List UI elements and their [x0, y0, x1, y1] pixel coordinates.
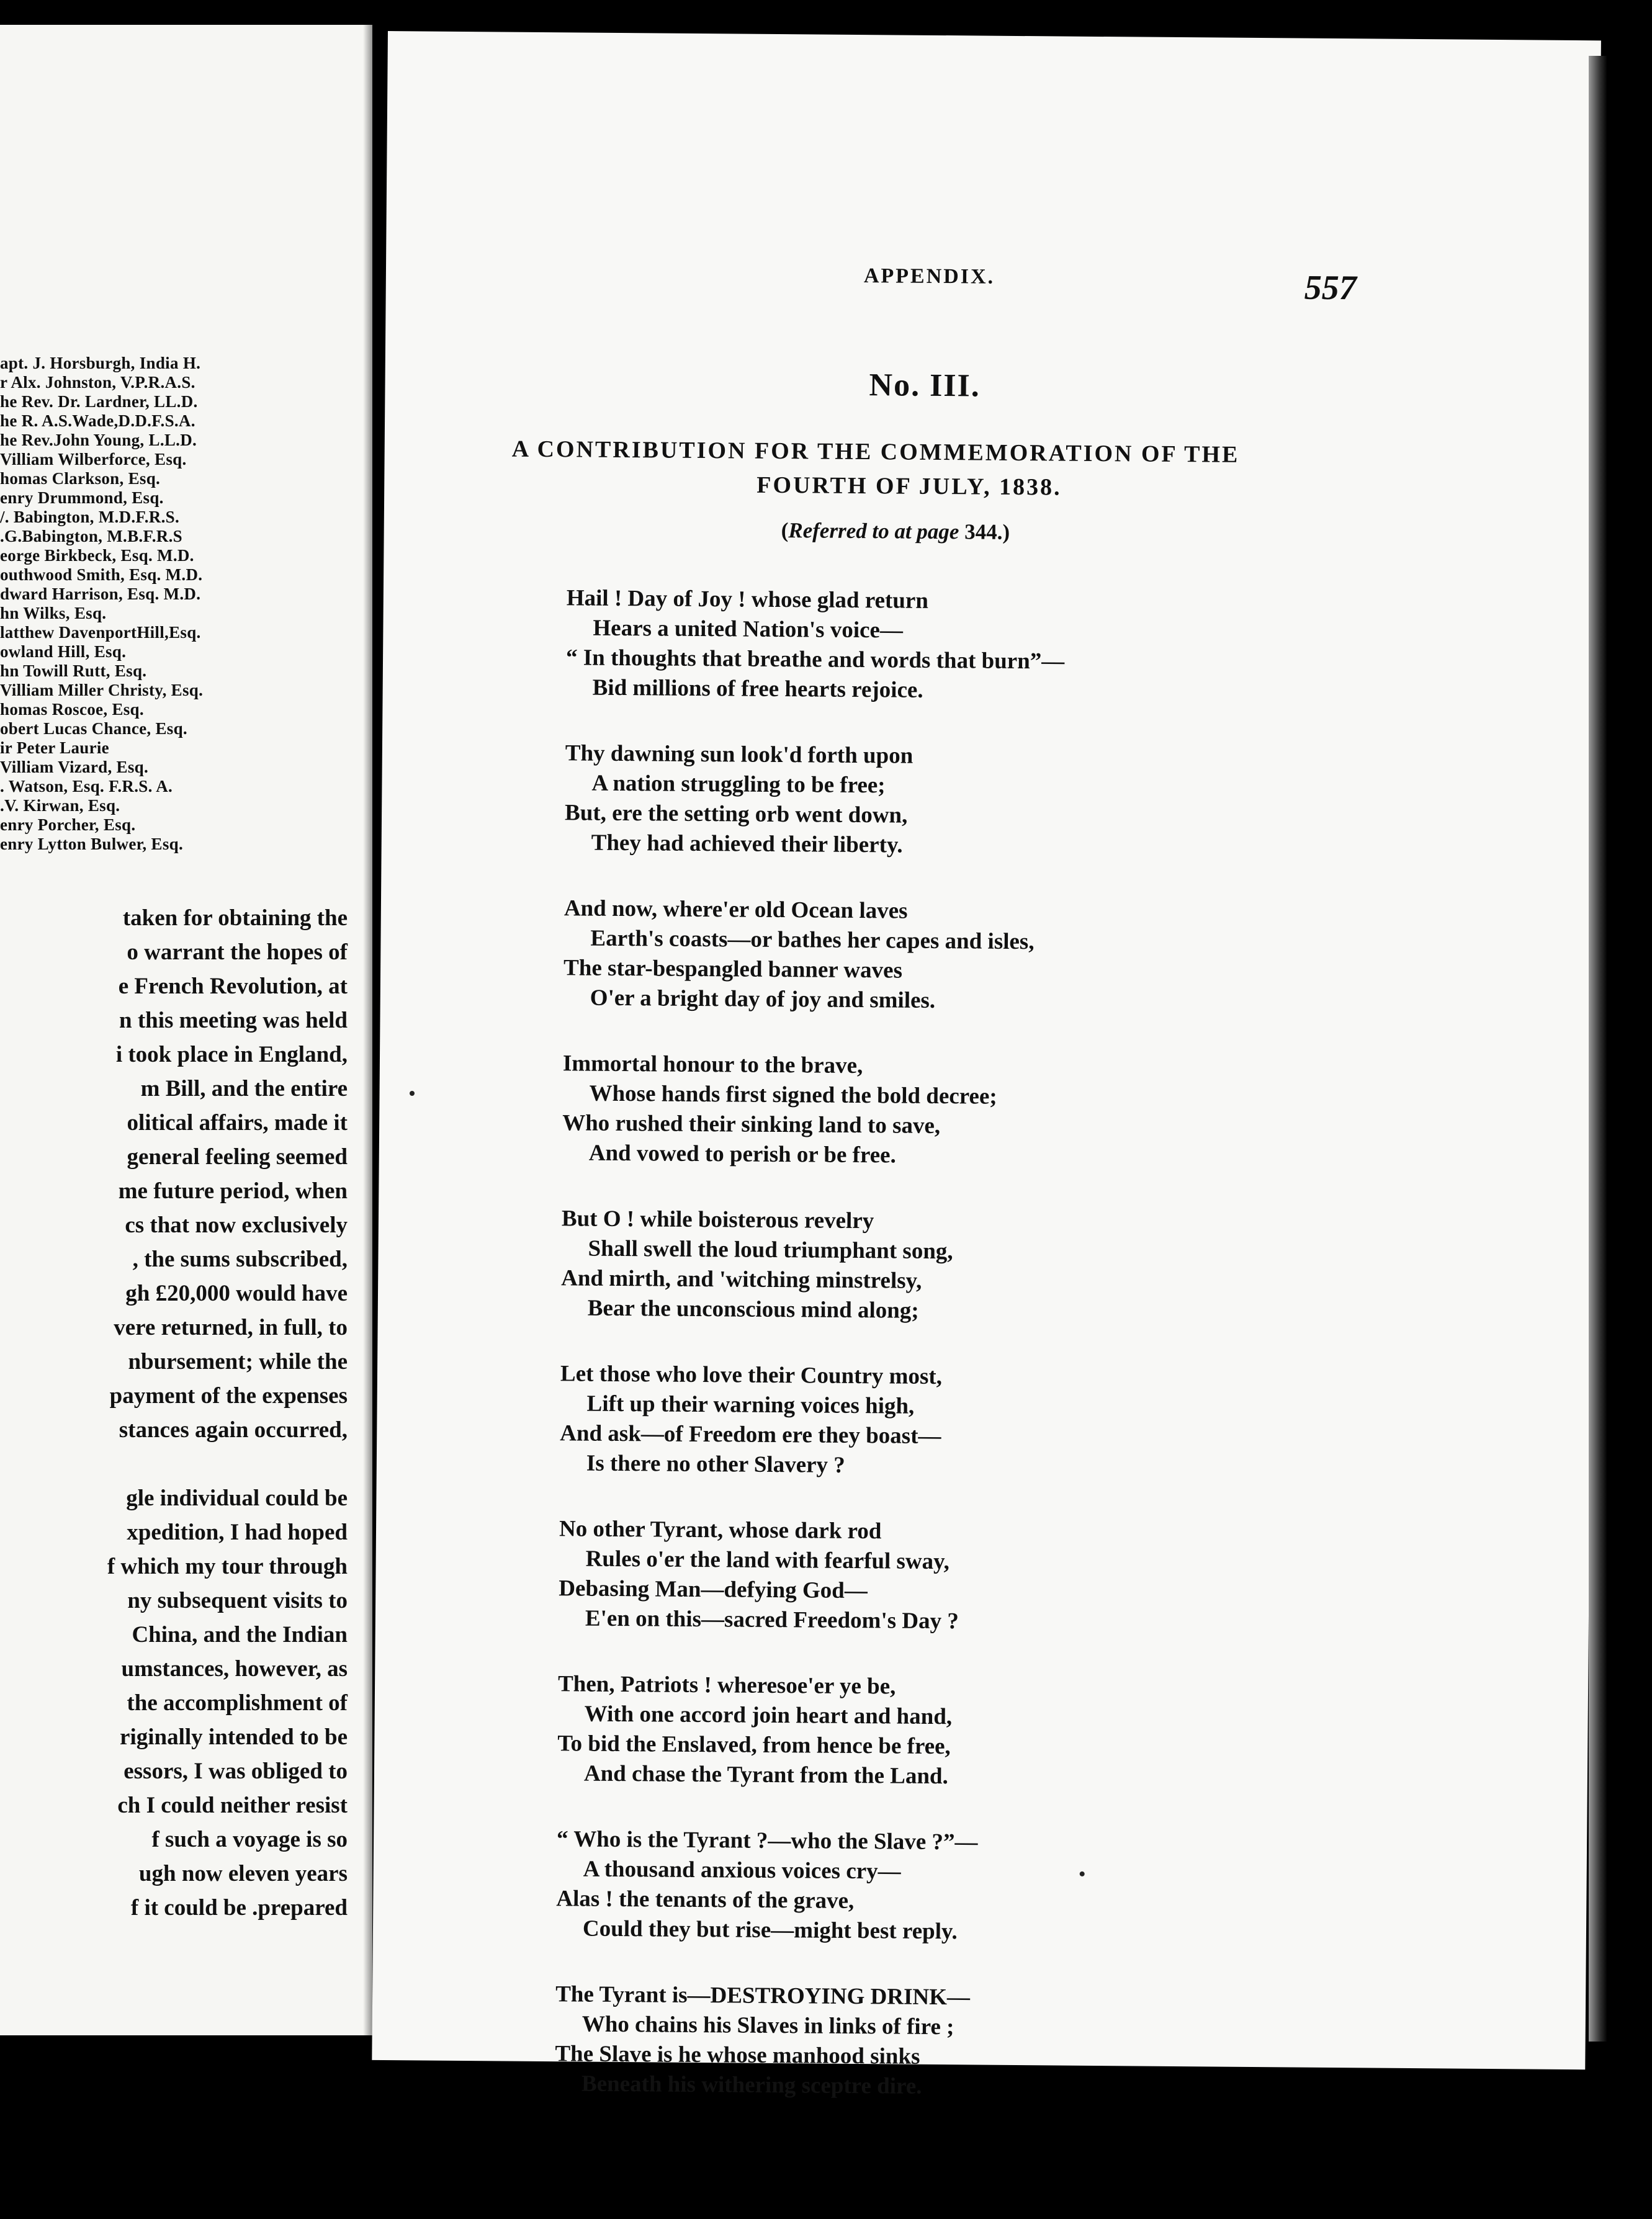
- subscriber-name: apt. J. Horsburgh, India H.: [0, 354, 201, 372]
- poem-line: They had achieved their liberty.: [591, 830, 903, 858]
- prose-line: gh £20,000 would have: [125, 1281, 348, 1306]
- subscriber-name: ir Peter Laurie: [0, 738, 109, 757]
- poem-line: Whose hands first signed the bold decree;: [589, 1080, 997, 1110]
- subscriber-name: .V. Kirwan, Esq.: [0, 796, 120, 815]
- ink-dot: [1080, 1872, 1085, 1876]
- prose-line: general feeling seemed: [127, 1144, 348, 1170]
- poem-line: Bid millions of free hearts rejoice.: [592, 675, 923, 703]
- subscriber-name: hn Towill Rutt, Esq.: [0, 661, 147, 680]
- prose-line: vere returned, in full, to: [114, 1315, 348, 1340]
- poem-line: Debasing Man—defying God—: [559, 1576, 868, 1604]
- poem-line: Who rushed their sinking land to save,: [562, 1110, 941, 1139]
- poem-line: And ask—of Freedom ere they boast—: [560, 1420, 941, 1450]
- poem-line: Is there no other Slavery ?: [586, 1450, 845, 1478]
- subscriber-name: owland Hill, Esq.: [0, 642, 127, 661]
- subscriber-name: enry Porcher, Esq.: [0, 815, 136, 834]
- prose-line: riginally intended to be: [120, 1724, 348, 1750]
- subscriber-name: homas Clarkson, Esq.: [0, 469, 161, 488]
- poem-line: But O ! while boisterous revelry: [561, 1206, 874, 1234]
- reference-open: (: [781, 518, 789, 543]
- prose-line: the accomplishment of: [127, 1690, 348, 1716]
- poem-line: Lift up their warning voices high,: [586, 1391, 915, 1419]
- poem-line: And vowed to perish or be free.: [588, 1140, 896, 1168]
- poem-line: Then, Patriots ! wheresoe'er ye be,: [557, 1671, 896, 1700]
- prose-line: , the sums subscribed,: [132, 1247, 348, 1272]
- poem-line: Thy dawning sun look'd forth upon: [565, 740, 914, 769]
- subscriber-name: he R. A.S.Wade,D.D.F.S.A.: [0, 411, 195, 430]
- subscriber-name: .G.Babington, M.B.F.R.S: [0, 527, 182, 545]
- prose-line: umstances, however, as: [121, 1656, 348, 1682]
- subscriber-name: Villiam Vizard, Esq.: [0, 758, 149, 776]
- subscriber-name: enry Drummond, Esq.: [0, 488, 164, 507]
- poem-line: Alas ! the tenants of the grave,: [556, 1886, 855, 1914]
- prose-line: payment of the expenses: [109, 1383, 348, 1409]
- prose-line: e French Revolution, at: [118, 974, 348, 999]
- title-line-1: A CONTRIBUTION FOR THE COMMEMORATION OF THE: [511, 436, 1240, 468]
- poem-line: Hail ! Day of Joy ! whose glad return: [566, 585, 929, 614]
- poem-line: No other Tyrant, whose dark rod: [559, 1516, 882, 1544]
- poem-line: And mirth, and 'witching minstrelsy,: [561, 1265, 922, 1294]
- poem-line: “ Who is the Tyrant ?—who the Slave ?”—: [556, 1826, 978, 1855]
- poem-line: Beneath his withering sceptre dire.: [581, 2071, 922, 2099]
- prose-line: f which my tour through: [107, 1554, 348, 1579]
- page-number: 557: [1304, 268, 1357, 308]
- prose-line: o warrant the hopes of: [127, 939, 348, 965]
- poem-line: Immortal honour to the brave,: [562, 1051, 863, 1079]
- prose-line: f it could be .prepared: [130, 1895, 348, 1921]
- subscriber-name: dward Harrison, Esq. M.D.: [0, 585, 201, 603]
- subscriber-name: enry Lytton Bulwer, Esq.: [0, 835, 183, 853]
- poem-line: And now, where'er old Ocean laves: [563, 895, 908, 924]
- poem-line: Earth's coasts—or bathes her capes and isles,: [590, 925, 1035, 955]
- subscriber-name: outhwood Smith, Esq. M.D.: [0, 565, 203, 584]
- title-line-2: FOURTH OF JULY, 1838.: [756, 472, 1062, 501]
- left-page: [0, 25, 372, 2035]
- subscriber-name: hn Wilks, Esq.: [0, 604, 107, 622]
- subscriber-name: obert Lucas Chance, Esq.: [0, 719, 187, 738]
- poem-line: But, ere the setting orb went down,: [564, 800, 908, 828]
- prose-line: stances again occurred,: [119, 1417, 348, 1443]
- prose-line: m Bill, and the entire: [140, 1076, 348, 1101]
- subscriber-name: Villiam Wilberforce, Esq.: [0, 450, 187, 468]
- prose-line: essors, I was obliged to: [123, 1759, 348, 1784]
- subscriber-name: he Rev.John Young, L.L.D.: [0, 431, 197, 449]
- prose-line: ugh now eleven years: [138, 1861, 348, 1886]
- poem-line: Could they but rise—might best reply.: [582, 1916, 958, 1945]
- subscriber-name: /. Babington, M.D.F.R.S.: [0, 508, 180, 526]
- subscriber-name: homas Roscoe, Esq.: [0, 700, 144, 719]
- poem-line: A nation struggling to be free;: [591, 770, 886, 799]
- section-number: No. III.: [869, 367, 981, 404]
- poem-line: O'er a bright day of joy and smiles.: [590, 985, 936, 1013]
- prose-line: xpedition, I had hoped: [127, 1520, 348, 1545]
- prose-line: n this meeting was held: [119, 1008, 348, 1033]
- prose-line: nbursement; while the: [128, 1349, 348, 1374]
- poem-line: E'en on this—sacred Freedom's Day ?: [585, 1605, 959, 1634]
- poem-line: And chase the Tyrant from the Land.: [583, 1760, 949, 1790]
- poem-line: Bear the unconscious mind along;: [587, 1295, 919, 1324]
- prose-line: me future period, when: [118, 1178, 348, 1204]
- subscriber-name: eorge Birkbeck, Esq. M.D.: [0, 546, 194, 565]
- poem-line: Rules o'er the land with fearful sway,: [585, 1546, 950, 1575]
- poem-line: The Slave is he whose manhood sinks: [555, 2041, 920, 2069]
- subscriber-name: Villiam Miller Christy, Esq.: [0, 681, 204, 699]
- prose-line: China, and the Indian: [132, 1622, 348, 1647]
- poem-line: The Tyrant is—DESTROYING DRINK—: [555, 1981, 971, 2011]
- subscriber-name: r Alx. Johnston, V.P.R.A.S.: [0, 373, 195, 392]
- prose-line: i took place in England,: [115, 1042, 348, 1067]
- prose-line: olitical affairs, made it: [127, 1110, 348, 1136]
- right-page: [372, 31, 1601, 2099]
- poem-line: To bid the Enslaved, from hence be free,: [557, 1731, 951, 1760]
- poem-line: Hears a united Nation's voice—: [593, 615, 904, 643]
- subscriber-name: latthew DavenportHill,Esq.: [0, 623, 201, 642]
- poem-line: Who chains his Slaves in links of fire ;: [581, 2011, 954, 2040]
- prose-line: cs that now exclusively: [125, 1213, 348, 1238]
- prose-line: f such a voyage is so: [151, 1827, 348, 1852]
- subscriber-name: . Watson, Esq. F.R.S. A.: [0, 777, 173, 796]
- running-head: APPENDIX.: [863, 264, 995, 289]
- reference-page: 344.): [959, 519, 1010, 544]
- subscriber-name: he Rev. Dr. Lardner, LL.D.: [0, 392, 198, 411]
- prose-line: ch I could neither resist: [117, 1793, 348, 1818]
- poem-line: A thousand anxious voices cry—: [583, 1856, 901, 1885]
- poem-line: With one accord join heart and hand,: [584, 1701, 953, 1730]
- prose-line: taken for obtaining the: [122, 905, 348, 931]
- prose-line: gle individual could be: [126, 1486, 348, 1511]
- reference-italic: Referred to at page: [788, 518, 959, 544]
- reference-note: [781, 518, 1010, 545]
- prose-line: ny subsequent visits to: [127, 1588, 348, 1613]
- ink-dot: [410, 1091, 415, 1096]
- page-edge: [1589, 56, 1607, 2042]
- poem-line: “ In thoughts that breathe and words that burn”—: [565, 645, 1065, 675]
- poem-line: Shall swell the loud triumphant song,: [588, 1235, 953, 1265]
- poem-line: The star-bespangled banner waves: [563, 955, 903, 984]
- poem-line: Let those who love their Country most,: [560, 1361, 943, 1390]
